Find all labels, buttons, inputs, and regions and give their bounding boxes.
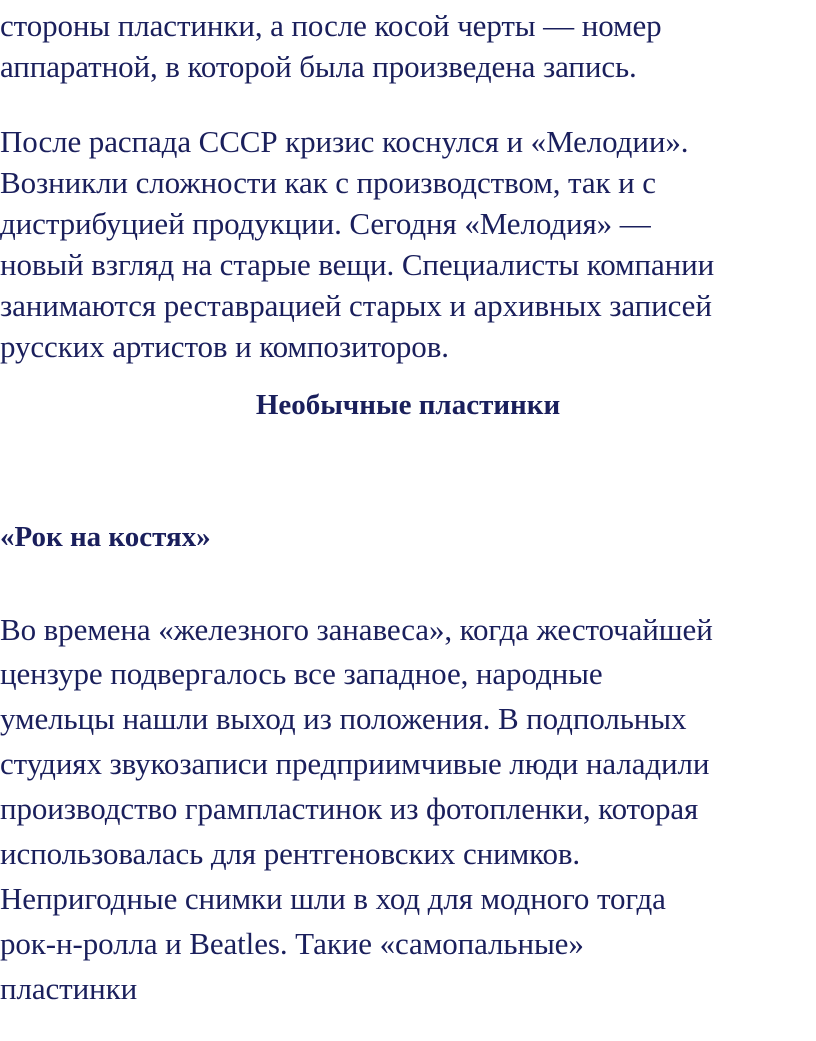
subheading: «Рок на костях» (0, 521, 211, 553)
text-line: рок-н-ролла и Beatles. Такие «самопальные» (0, 926, 584, 961)
text-line: После распада СССР кризис коснулся и «Мелодии». (0, 124, 689, 159)
text-line: Возникли сложности как с производством, так и с (0, 165, 656, 200)
text-line: цензуре подвергалось все западное, народные (0, 656, 603, 691)
text-line: Во времена «железного занавеса», когда жесточайшей (0, 612, 713, 647)
text-line: стороны пластинки, а после косой черты — номер (0, 8, 662, 43)
text-line: студиях звукозаписи предприимчивые люди наладили (0, 746, 710, 781)
section-heading: Необычные пластинки (255, 389, 561, 421)
text-line: аппаратной, в которой была произведена запись. (0, 49, 637, 84)
text-line: использовалась для рентгеновских снимков. (0, 836, 581, 871)
text-line: Непригодные снимки шли в ход для модного тогда (0, 881, 666, 916)
text-line: занимаются реставрацией старых и архивных записей (0, 288, 712, 323)
text-line: умельцы нашли выход из положения. В подпольных (0, 701, 687, 736)
text-line: дистрибуцией продукции. Сегодня «Мелодия» — (0, 206, 651, 241)
text-line: производство грампластинок из фотопленки, которая (0, 791, 699, 826)
text-line: русских артистов и композиторов. (0, 329, 449, 364)
text-line: пластинки (0, 971, 138, 1006)
text-line: новый взгляд на старые вещи. Специалисты компании (0, 247, 715, 282)
